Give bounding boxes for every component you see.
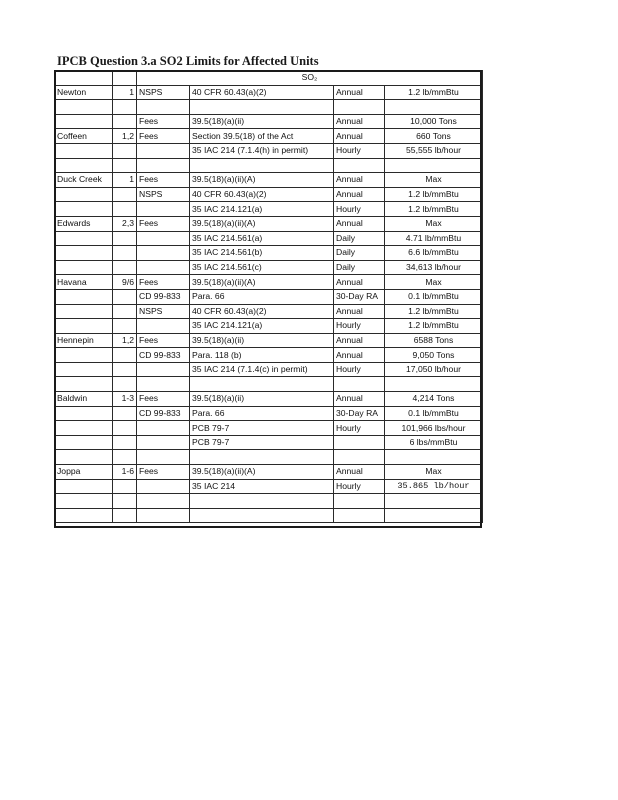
period-cell: Annual (334, 216, 385, 231)
citation-cell: 40 CFR 60.43(a)(2) (190, 187, 334, 202)
limit-cell: 9,050 Tons (385, 348, 483, 363)
plant-cell (55, 377, 113, 392)
unit-cell: 1,2 (113, 129, 137, 144)
unit-cell (113, 494, 137, 509)
period-cell: Annual (334, 304, 385, 319)
unit-cell (113, 377, 137, 392)
plant-cell (55, 114, 113, 129)
program-cell: Fees (137, 114, 190, 129)
plant-cell (55, 143, 113, 158)
unit-cell (113, 421, 137, 436)
table-row (55, 304, 483, 319)
table-row (55, 143, 483, 158)
so2-limits-table (54, 70, 483, 523)
program-cell: CD 99-833 (137, 406, 190, 421)
citation-cell (190, 508, 334, 523)
table-row (55, 450, 483, 465)
table-body (55, 71, 483, 523)
period-cell: Hourly (334, 479, 385, 494)
unit-cell (113, 450, 137, 465)
period-cell: Hourly (334, 202, 385, 217)
citation-cell: Para. 66 (190, 289, 334, 304)
citation-cell: 35 IAC 214.561(b) (190, 246, 334, 261)
program-cell (137, 246, 190, 261)
program-cell: Fees (137, 173, 190, 188)
period-cell: Annual (334, 333, 385, 348)
table-row (55, 508, 483, 523)
table-row (55, 275, 483, 290)
table-row (55, 114, 483, 129)
program-cell (137, 377, 190, 392)
unit-cell (113, 406, 137, 421)
limit-cell (385, 450, 483, 465)
table-row (55, 216, 483, 231)
unit-cell (113, 114, 137, 129)
limit-cell: Max (385, 465, 483, 480)
program-cell (137, 143, 190, 158)
header-row (55, 71, 483, 86)
table-row (55, 85, 483, 100)
plant-cell: Baldwin (55, 392, 113, 407)
plant-cell (55, 246, 113, 261)
program-cell (137, 231, 190, 246)
plant-cell (55, 450, 113, 465)
limit-cell: 4.71 lb/mmBtu (385, 231, 483, 246)
limit-cell: 17,050 lb/hour (385, 362, 483, 377)
limit-cell: 1.2 lb/mmBtu (385, 85, 483, 100)
unit-cell (113, 246, 137, 261)
unit-cell (113, 100, 137, 115)
citation-cell (190, 450, 334, 465)
plant-cell: Joppa (55, 465, 113, 480)
limit-cell (385, 158, 483, 173)
table-row (55, 392, 483, 407)
plant-cell (55, 260, 113, 275)
limit-cell: 1.2 lb/mmBtu (385, 187, 483, 202)
plant-cell (55, 289, 113, 304)
program-cell: Fees (137, 129, 190, 144)
limit-cell: 6.6 lb/mmBtu (385, 246, 483, 261)
program-cell: Fees (137, 392, 190, 407)
plant-cell: Coffeen (55, 129, 113, 144)
limit-cell: 1.2 lb/mmBtu (385, 202, 483, 217)
program-cell (137, 202, 190, 217)
limit-cell: Max (385, 275, 483, 290)
table-row (55, 173, 483, 188)
program-cell: Fees (137, 465, 190, 480)
limit-cell (385, 494, 483, 509)
limit-cell: Max (385, 173, 483, 188)
program-cell: CD 99-833 (137, 348, 190, 363)
citation-cell: 39.5(18)(a)(ii)(A) (190, 465, 334, 480)
table-row (55, 421, 483, 436)
plant-cell (55, 231, 113, 246)
plant-cell: Duck Creek (55, 173, 113, 188)
citation-cell: Section 39.5(18) of the Act (190, 129, 334, 144)
period-cell: Annual (334, 465, 385, 480)
limit-cell: 101,966 lbs/hour (385, 421, 483, 436)
citation-cell: PCB 79-7 (190, 421, 334, 436)
header-cell-blank (113, 71, 137, 86)
plant-cell (55, 187, 113, 202)
table-row (55, 289, 483, 304)
table-row (55, 231, 483, 246)
citation-cell: 35 IAC 214 (190, 479, 334, 494)
table-row (55, 406, 483, 421)
program-cell: NSPS (137, 304, 190, 319)
period-cell: Hourly (334, 362, 385, 377)
unit-cell (113, 348, 137, 363)
citation-cell: 40 CFR 60.43(a)(2) (190, 304, 334, 319)
limit-cell (385, 508, 483, 523)
table-row (55, 100, 483, 115)
citation-cell: 35 IAC 214.561(a) (190, 231, 334, 246)
plant-cell (55, 508, 113, 523)
period-cell: 30-Day RA (334, 289, 385, 304)
period-cell: Annual (334, 173, 385, 188)
limit-cell (385, 377, 483, 392)
unit-cell (113, 435, 137, 450)
unit-cell (113, 202, 137, 217)
period-cell: Hourly (334, 421, 385, 436)
table-row (55, 479, 483, 494)
limit-cell: 0.1 lb/mmBtu (385, 406, 483, 421)
limit-cell: 0.1 lb/mmBtu (385, 289, 483, 304)
limit-cell: 6 lbs/mmBtu (385, 435, 483, 450)
period-cell: Daily (334, 260, 385, 275)
period-cell: Annual (334, 129, 385, 144)
citation-cell: 35 IAC 214.561(c) (190, 260, 334, 275)
unit-cell (113, 143, 137, 158)
so2-column-header: SO₂ (137, 71, 483, 86)
program-cell (137, 435, 190, 450)
period-cell (334, 100, 385, 115)
program-cell (137, 494, 190, 509)
limit-cell: 10,000 Tons (385, 114, 483, 129)
citation-cell: 35 IAC 214 (7.1.4(c) in permit) (190, 362, 334, 377)
limit-cell: 4,214 Tons (385, 392, 483, 407)
citation-cell: 39.5(18)(a)(ii)(A) (190, 275, 334, 290)
period-cell: Daily (334, 246, 385, 261)
table-row (55, 362, 483, 377)
table-row (55, 202, 483, 217)
plant-cell (55, 421, 113, 436)
program-cell: Fees (137, 333, 190, 348)
limit-cell: 6588 Tons (385, 333, 483, 348)
period-cell: Annual (334, 392, 385, 407)
table-row (55, 129, 483, 144)
limit-cell: 55,555 lb/hour (385, 143, 483, 158)
limit-cell (385, 100, 483, 115)
period-cell: Annual (334, 348, 385, 363)
plant-cell: Havana (55, 275, 113, 290)
table-row (55, 348, 483, 363)
citation-cell: 35 IAC 214.121(a) (190, 202, 334, 217)
citation-cell: 35 IAC 214.121(a) (190, 319, 334, 334)
period-cell: Annual (334, 275, 385, 290)
citation-cell: 39.5(18)(a)(ii)(A) (190, 216, 334, 231)
plant-cell (55, 406, 113, 421)
program-cell (137, 319, 190, 334)
citation-cell: 39.5(18)(a)(ii) (190, 333, 334, 348)
citation-cell: Para. 118 (b) (190, 348, 334, 363)
unit-cell: 1,2 (113, 333, 137, 348)
period-cell (334, 450, 385, 465)
program-cell (137, 479, 190, 494)
table-row (55, 377, 483, 392)
program-cell (137, 158, 190, 173)
period-cell (334, 377, 385, 392)
plant-cell (55, 202, 113, 217)
program-cell (137, 260, 190, 275)
unit-cell (113, 304, 137, 319)
table-row (55, 187, 483, 202)
plant-cell (55, 435, 113, 450)
citation-cell: PCB 79-7 (190, 435, 334, 450)
unit-cell: 1 (113, 85, 137, 100)
citation-cell: 39.5(18)(a)(ii) (190, 392, 334, 407)
citation-cell (190, 494, 334, 509)
program-cell: NSPS (137, 85, 190, 100)
plant-cell: Newton (55, 85, 113, 100)
plant-cell (55, 304, 113, 319)
period-cell: Daily (334, 231, 385, 246)
plant-cell (55, 158, 113, 173)
unit-cell (113, 260, 137, 275)
program-cell: Fees (137, 275, 190, 290)
plant-cell: Hennepin (55, 333, 113, 348)
period-cell (334, 508, 385, 523)
table-row (55, 333, 483, 348)
plant-cell (55, 479, 113, 494)
table-row (55, 319, 483, 334)
limit-cell: Max (385, 216, 483, 231)
limit-cell: 1.2 lb/mmBtu (385, 304, 483, 319)
citation-cell (190, 100, 334, 115)
citation-cell: 40 CFR 60.43(a)(2) (190, 85, 334, 100)
unit-cell (113, 508, 137, 523)
citation-cell: 39.5(18)(a)(ii)(A) (190, 173, 334, 188)
table-row (55, 494, 483, 509)
unit-cell: 1-6 (113, 465, 137, 480)
period-cell: Hourly (334, 319, 385, 334)
unit-cell: 1-3 (113, 392, 137, 407)
table-row (55, 465, 483, 480)
unit-cell (113, 289, 137, 304)
period-cell: Annual (334, 114, 385, 129)
citation-cell: 35 IAC 214 (7.1.4(h) in permit) (190, 143, 334, 158)
program-cell (137, 421, 190, 436)
citation-cell (190, 377, 334, 392)
program-cell: CD 99-833 (137, 289, 190, 304)
unit-cell (113, 231, 137, 246)
unit-cell: 9/6 (113, 275, 137, 290)
unit-cell (113, 158, 137, 173)
plant-cell (55, 494, 113, 509)
header-cell-blank (55, 71, 113, 86)
period-cell (334, 158, 385, 173)
limit-cell: 35.865 lb/hour (385, 479, 483, 494)
period-cell: 30-Day RA (334, 406, 385, 421)
citation-cell: 39.5(18)(a)(ii) (190, 114, 334, 129)
program-cell: NSPS (137, 187, 190, 202)
period-cell (334, 494, 385, 509)
unit-cell (113, 319, 137, 334)
period-cell: Hourly (334, 143, 385, 158)
program-cell (137, 450, 190, 465)
unit-cell (113, 362, 137, 377)
plant-cell: Edwards (55, 216, 113, 231)
unit-cell (113, 479, 137, 494)
table-row (55, 435, 483, 450)
table-row (55, 260, 483, 275)
page-title: IPCB Question 3.a SO2 Limits for Affected Units (57, 54, 319, 68)
limit-cell: 660 Tons (385, 129, 483, 144)
plant-cell (55, 100, 113, 115)
program-cell (137, 100, 190, 115)
unit-cell: 1 (113, 173, 137, 188)
period-cell (334, 435, 385, 450)
unit-cell: 2,3 (113, 216, 137, 231)
unit-cell (113, 187, 137, 202)
program-cell (137, 362, 190, 377)
program-cell: Fees (137, 216, 190, 231)
citation-cell: Para. 66 (190, 406, 334, 421)
limit-cell: 34,613 lb/hour (385, 260, 483, 275)
table-row (55, 246, 483, 261)
limit-cell: 1.2 lb/mmBtu (385, 319, 483, 334)
plant-cell (55, 319, 113, 334)
table-row (55, 158, 483, 173)
plant-cell (55, 348, 113, 363)
period-cell: Annual (334, 187, 385, 202)
program-cell (137, 508, 190, 523)
period-cell: Annual (334, 85, 385, 100)
plant-cell (55, 362, 113, 377)
citation-cell (190, 158, 334, 173)
